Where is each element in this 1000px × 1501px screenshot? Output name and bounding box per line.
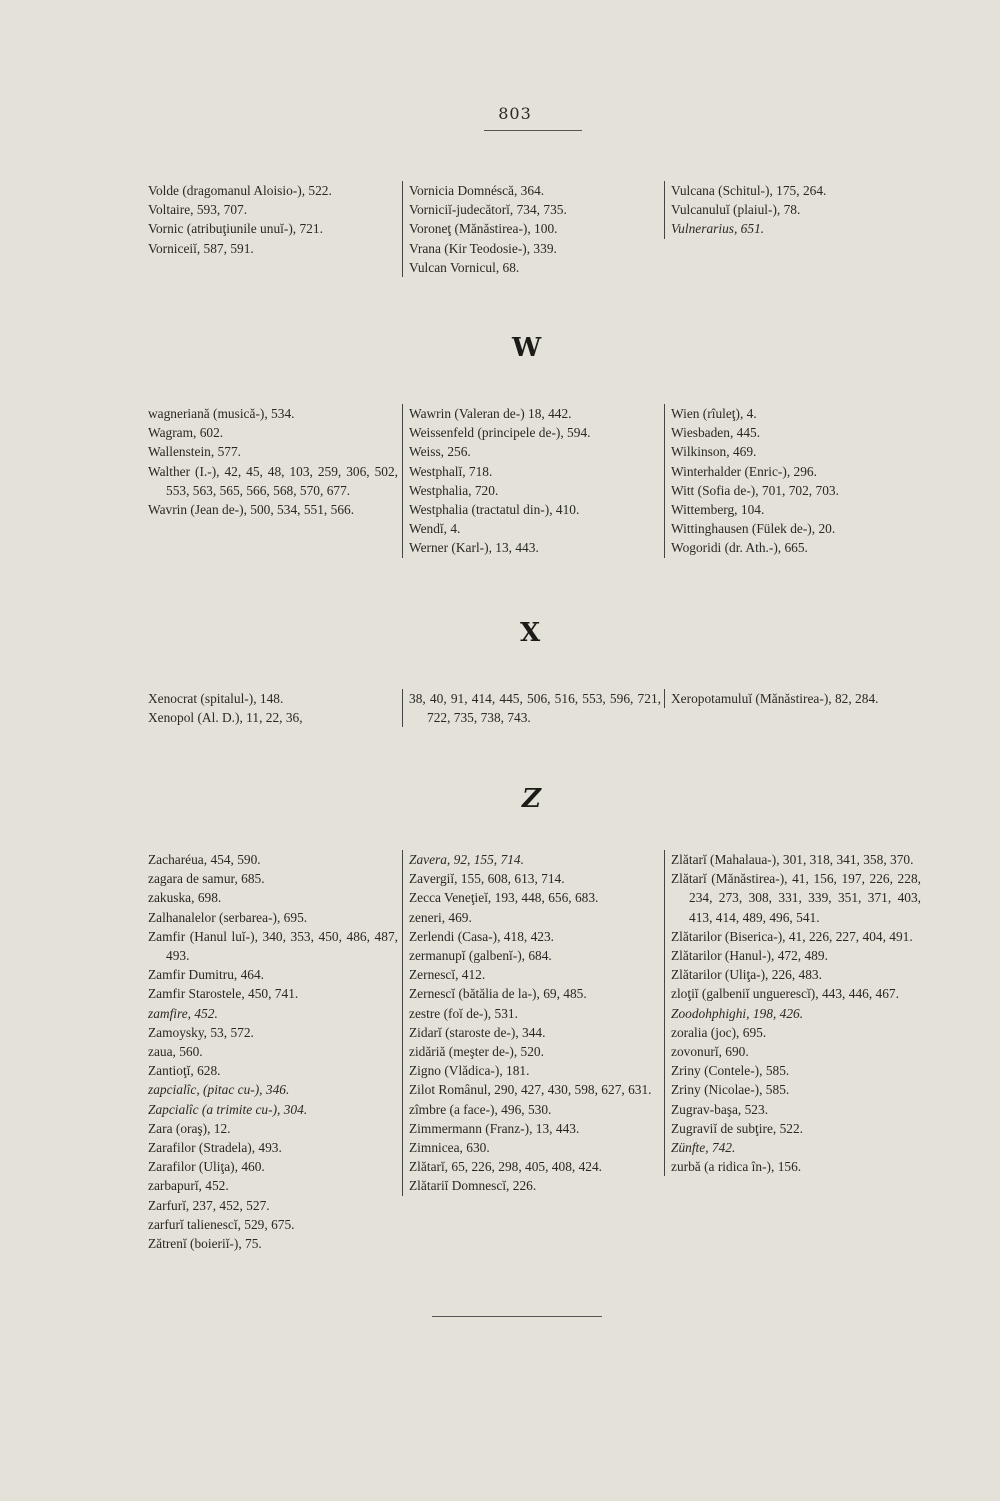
index-entry: zloţiĭ (galbeniĭ unguerescĭ), 443, 446, 467. — [671, 986, 899, 1002]
index-entry: Zarfurĭ, 237, 452, 527. — [148, 1197, 270, 1213]
index-entry: Zerlendi (Casa-), 418, 423. — [409, 928, 555, 944]
index-entry: Walther (I.-), 42, 45, 48, 103, 259, 306, 502, 553, 563, 565, 566, 568, 570, 677. — [148, 463, 398, 498]
index-entry: Werner (Karl-), 13, 443. — [409, 540, 539, 556]
index-entry: Zernescĭ (bătălia de la-), 69, 485. — [409, 986, 587, 1002]
w-column-1 — [148, 404, 398, 519]
index-entry: zakuska, 698. — [148, 890, 222, 906]
index-entry: Zlătarĭ (Mahalaua-), 301, 318, 341, 358, 370. — [671, 852, 914, 867]
index-entry: Vornic (atribuţiunile unuĭ-), 721. — [148, 221, 323, 237]
x-column-2 — [402, 689, 661, 727]
index-entry: Wavrin (Jean de-), 500, 534, 551, 566. — [148, 502, 355, 518]
index-entry: zîmbre (a face-), 496, 530. — [409, 1101, 552, 1117]
index-entry: wagneriană (musică-), 534. — [148, 406, 295, 421]
index-entry: Zamfir (Hanul luĭ-), 340, 353, 450, 486, 487, 493. — [148, 928, 398, 964]
index-entry: zarbapurĭ, 452. — [148, 1178, 229, 1194]
x-column-3 — [664, 689, 921, 708]
page-number: 803 — [498, 104, 532, 123]
index-entry: zoralia (joc), 695. — [671, 1024, 767, 1040]
index-entry: Zigno (Vlădica-), 181. — [409, 1063, 530, 1079]
index-entry: Vulcan Vornicul, 68. — [409, 259, 520, 275]
index-entry: Zimmermann (Franz-), 13, 443. — [409, 1120, 580, 1136]
index-entry: Vulcanuluĭ (plaiul-), 78. — [671, 202, 801, 218]
index-entry: Zantioţĭ, 628. — [148, 1063, 221, 1079]
index-entry: Vorniciĭ-judecătorĭ, 734, 735. — [409, 202, 567, 218]
index-entry: Xenopol (Al. D.), 11, 22, 36, — [148, 710, 303, 726]
index-entry: Zlătarĭ, 65, 226, 298, 405, 408, 424. — [409, 1159, 603, 1175]
index-entry: Voltaire, 593, 707. — [148, 202, 248, 218]
index-entry: Zlătariĭ Domnescĭ, 226. — [409, 1178, 537, 1194]
index-entry: zamfire, 452. — [148, 1005, 218, 1021]
v-column-3 — [664, 181, 921, 239]
index-entry: Wittemberg, 104. — [671, 502, 765, 518]
index-entry: Zalhanalelor (serbarea-), 695. — [148, 909, 308, 925]
index-entry: Zoodohphighi, 198, 426. — [671, 1005, 804, 1021]
index-entry: 38, 40, 91, 414, 445, 506, 516, 553, 596, 721, 722, 735, 738, 743. — [409, 691, 661, 726]
index-entry: zidăriă (meşter de-), 520. — [409, 1044, 544, 1060]
section-letter-z: Z — [522, 784, 540, 814]
v-column-1 — [148, 181, 398, 258]
index-entry: Zacharéua, 454, 590. — [148, 852, 261, 867]
footer-rule — [432, 1316, 602, 1317]
index-entry: Xeropotamuluĭ (Mănăstirea-), 82, 284. — [671, 691, 879, 706]
index-entry: zestre (foĭ de-), 531. — [409, 1005, 518, 1021]
index-entry: Vornicia Domnéscă, 364. — [409, 183, 545, 198]
index-entry: Zavergiĭ, 155, 608, 613, 714. — [409, 871, 565, 887]
index-entry: Wiesbaden, 445. — [671, 425, 761, 441]
index-entry: zermanupĭ (galbenĭ-), 684. — [409, 948, 552, 964]
index-entry: Voroneţ (Mănăstirea-), 100. — [409, 221, 558, 237]
index-entry: Zavera, 92, 155, 714. — [409, 852, 524, 867]
index-entry: Weissenfeld (principele de-), 594. — [409, 425, 591, 441]
index-entry: Zara (oraş), 12. — [148, 1120, 231, 1136]
index-entry: Zapcialîc (a trimite cu-), 304. — [148, 1101, 308, 1117]
index-entry: Vrana (Kir Teodosie-), 339. — [409, 240, 557, 256]
index-entry: Wendĭ, 4. — [409, 521, 461, 537]
index-entry: Witt (Sofia de-), 701, 702, 703. — [671, 482, 839, 498]
index-entry: Wien (rîuleţ), 4. — [671, 406, 757, 421]
index-entry: Zernescĭ, 412. — [409, 967, 486, 983]
v-column-2 — [402, 181, 661, 277]
index-entry: Weiss, 256. — [409, 444, 471, 460]
index-entry: zarfurĭ talienescĭ, 529, 675. — [148, 1216, 295, 1232]
index-entry: Wittinghausen (Fülek de-), 20. — [671, 521, 836, 537]
section-letter-x: X — [520, 618, 540, 648]
z-column-2 — [402, 850, 661, 1196]
w-column-2 — [402, 404, 661, 558]
index-entry: Zlătarĭ (Mănăstirea-), 41, 156, 197, 226, 228, 234, 273, 308, 331, 339, 351, 371, 403, 413, 414, 489, 496, 541. — [671, 871, 921, 925]
section-letter-w: W — [512, 333, 541, 363]
header-rule — [484, 130, 582, 131]
x-column-1 — [148, 689, 398, 727]
index-entry: Zugrav-başa, 523. — [671, 1101, 769, 1117]
index-entry: Volde (dragomanul Aloisio-), 522. — [148, 183, 332, 198]
index-entry: Vorniceiĭ, 587, 591. — [148, 240, 254, 256]
index-entry: Zamfir Starostele, 450, 741. — [148, 986, 299, 1002]
index-entry: Zilot Românul, 290, 427, 430, 598, 627, 631. — [409, 1082, 652, 1098]
index-entry: Zriny (Nicolae-), 585. — [671, 1082, 790, 1098]
index-entry: Zecca Veneţieĭ, 193, 448, 656, 683. — [409, 890, 599, 906]
index-entry: Zarafilor (Stradela), 493. — [148, 1140, 282, 1156]
index-entry: Zimnicea, 630. — [409, 1140, 490, 1156]
index-entry: zeneri, 469. — [409, 909, 472, 925]
index-entry: zovonurĭ, 690. — [671, 1044, 749, 1060]
index-entry: Zamoysky, 53, 572. — [148, 1024, 254, 1040]
z-column-3 — [664, 850, 921, 1176]
index-entry: Zriny (Contele-), 585. — [671, 1063, 790, 1079]
index-entry: Zarafilor (Uliţa), 460. — [148, 1159, 265, 1175]
index-entry: Zlătarilor (Biserica-), 41, 226, 227, 404, 491. — [671, 928, 913, 944]
index-entry: Zünfte, 742. — [671, 1140, 736, 1156]
z-column-1 — [148, 850, 398, 1253]
index-entry: Westphalĭ, 718. — [409, 463, 493, 479]
index-entry: Zătrenĭ (boieriĭ-), 75. — [148, 1236, 262, 1252]
index-entry: Westphalia, 720. — [409, 482, 499, 498]
index-entry: zurbă (a ridica în-), 156. — [671, 1159, 802, 1175]
index-entry: zaua, 560. — [148, 1044, 203, 1060]
index-entry: Zidarĭ (staroste de-), 344. — [409, 1024, 546, 1040]
index-entry: zapcialîc, (pitac cu-), 346. — [148, 1082, 290, 1098]
index-entry: Wawrin (Valeran de-) 18, 442. — [409, 406, 572, 421]
index-entry: Wogoridi (dr. Ath.-), 665. — [671, 540, 808, 556]
index-entry: Wilkinson, 469. — [671, 444, 757, 460]
index-entry: Zlătarilor (Uliţa-), 226, 483. — [671, 967, 822, 983]
index-entry: Vulcana (Schitul-), 175, 264. — [671, 183, 827, 198]
index-entry: Vulnerarius, 651. — [671, 221, 765, 237]
index-entry: Zamfir Dumitru, 464. — [148, 967, 265, 983]
w-column-3 — [664, 404, 921, 558]
index-entry: Westphalia (tractatul din-), 410. — [409, 502, 580, 518]
index-entry: Zlătarilor (Hanul-), 472, 489. — [671, 948, 828, 964]
index-entry: Wagram, 602. — [148, 425, 224, 441]
index-entry: Winterhalder (Enric-), 296. — [671, 463, 817, 479]
index-entry: Xenocrat (spitalul-), 148. — [148, 691, 284, 706]
index-entry: Wallenstein, 577. — [148, 444, 242, 460]
index-entry: zagara de samur, 685. — [148, 871, 265, 887]
index-entry: Zugraviĭ de subţire, 522. — [671, 1120, 804, 1136]
